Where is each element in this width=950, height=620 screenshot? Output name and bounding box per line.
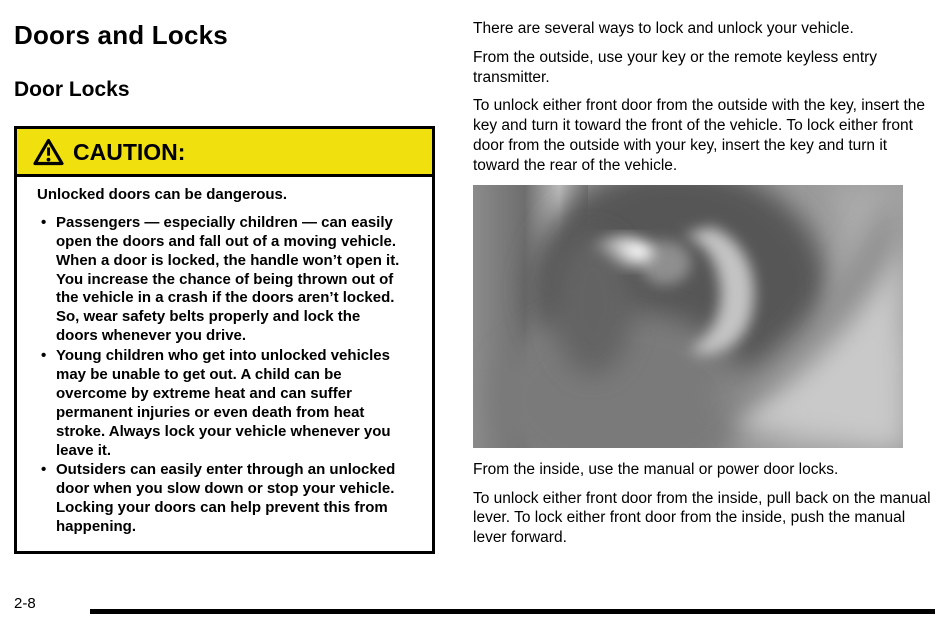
page-title: Doors and Locks [14, 20, 228, 50]
section-title: Door Locks [14, 78, 130, 101]
paragraph: There are several ways to lock and unlock your vehicle. [473, 20, 854, 37]
right-column [473, 19, 937, 557]
caution-intro: Unlocked doors can be dangerous. [37, 186, 288, 203]
caution-box [14, 126, 435, 554]
footer-rule [90, 609, 935, 614]
paragraph: From the outside, use your key or the remote keyless entry transmitter. [473, 48, 878, 86]
warning-triangle-icon [33, 138, 64, 166]
caution-bullet-list [37, 214, 406, 537]
caution-body [17, 177, 432, 551]
paragraph: From the inside, use the manual or power door locks. [473, 460, 839, 478]
caution-label: CAUTION: [73, 138, 186, 165]
page-number: 2-8 [14, 595, 36, 612]
paragraph: To unlock either front door from the inside, pull back on the manual lever. To lock either front door from the inside, push the manual lever forward. [473, 489, 931, 547]
caution-bullet: • Young children who get into unlocked vehicles may be unable to get out. A child can be overcome by extreme heat and can suffer permanent injuries or even death from heat stroke. Always lock your vehicle whenever you leave it. [37, 347, 406, 460]
paragraph: To unlock either front door from the outside with the key, insert the key and turn it toward the front of the vehicle. To lock either front door from the outside with your key, insert the key and turn it toward the rear of the vehicle. [473, 97, 926, 174]
door-lock-photo [473, 185, 903, 448]
caution-header [17, 129, 432, 177]
caution-bullet: • Outsiders can easily enter through an unlocked door when you slow down or stop your vehicle. Locking your doors can help prevent this from happening. [37, 461, 406, 537]
caution-bullet: • Passengers — especially children — can easily open the doors and fall out of a moving vehicle. When a door is locked, the handle won’t open it. You increase the chance of being thrown out of the vehicle in a crash if the doors aren’t locked. So, wear safety belts properly and lock the doors whenever you drive. [37, 214, 406, 346]
